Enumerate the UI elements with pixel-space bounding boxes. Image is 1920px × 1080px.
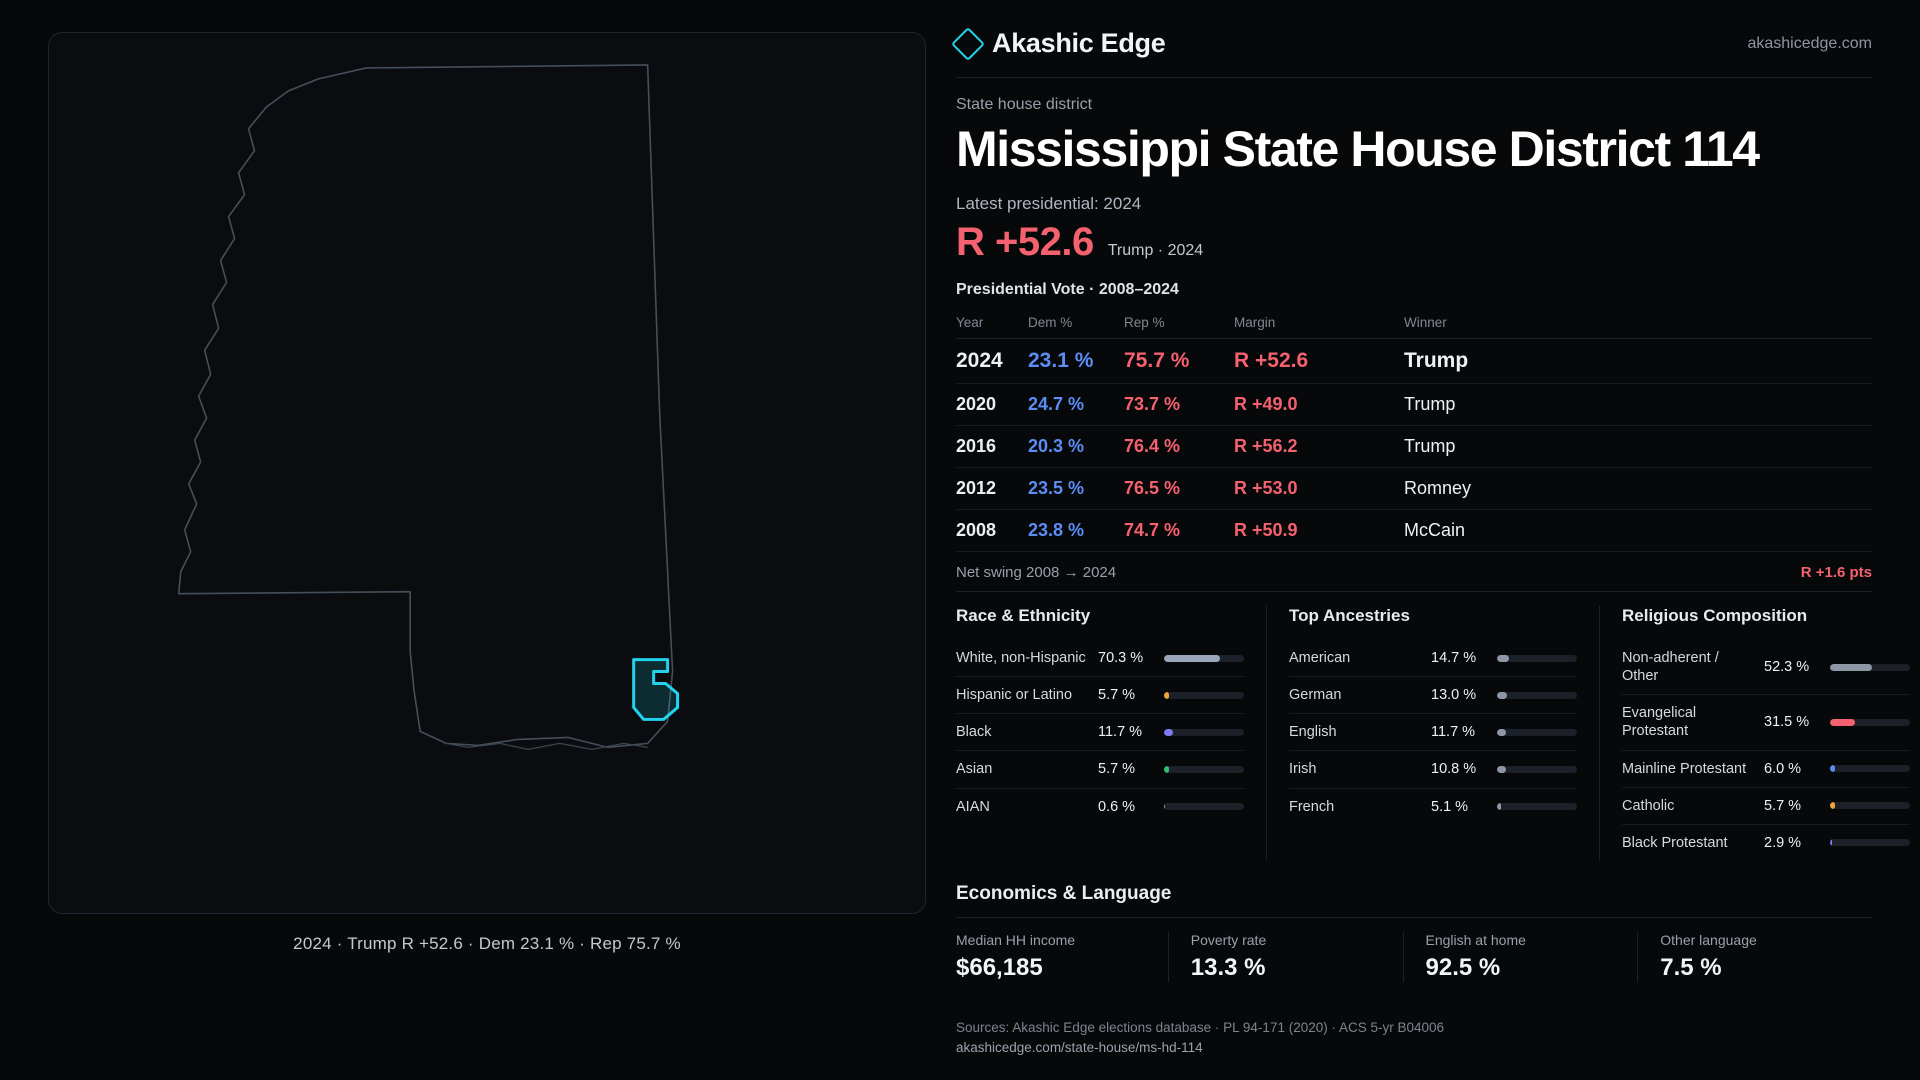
list-item — [1622, 751, 1910, 788]
religion-bar — [1830, 802, 1910, 809]
cell-dem: 23.5 % — [1028, 468, 1124, 510]
col-dem: Dem % — [1028, 309, 1124, 339]
mississippi-map — [49, 33, 925, 913]
econ-cell — [1403, 932, 1638, 982]
page-title: Mississippi State House District 114 — [956, 121, 1759, 177]
col-margin: Margin — [1234, 309, 1404, 339]
cell-rep: 76.5 % — [1124, 468, 1234, 510]
ancestries-column — [1266, 606, 1599, 861]
religion-title: Religious Composition — [1622, 606, 1808, 625]
cell-year: 2008 — [956, 510, 1028, 552]
race-pct: 0.6 % — [1098, 798, 1136, 815]
econ-cell — [1637, 932, 1872, 982]
brand-name: Akashic Edge — [992, 28, 1166, 58]
cell-rep: 74.7 % — [1124, 510, 1234, 552]
cell-rep: 76.4 % — [1124, 426, 1234, 468]
econ-label: Poverty rate — [1190, 931, 1267, 948]
race-bar — [1164, 729, 1244, 736]
highlighted-district[interactable] — [634, 660, 678, 720]
econ-label: Median HH income — [956, 931, 1076, 948]
table-row — [956, 339, 1872, 384]
headline-margin — [956, 220, 1872, 265]
ancestry-label: American — [1289, 650, 1351, 666]
race-label: Hispanic or Latino — [956, 687, 1073, 704]
race-bar — [1164, 655, 1244, 662]
race-pct: 5.7 % — [1098, 687, 1136, 704]
demographics-columns — [956, 606, 1872, 861]
cell-dem: 24.7 % — [1028, 384, 1124, 426]
list-item — [1289, 789, 1577, 825]
ancestry-pct: 14.7 % — [1431, 650, 1477, 667]
district-eyebrow: State house district — [956, 96, 1093, 113]
econ-cell — [956, 932, 1168, 982]
net-swing-label: Net swing 2008 → 2024 — [956, 564, 1117, 581]
religion-pct: 2.9 % — [1764, 834, 1802, 851]
table-header-row — [956, 309, 1872, 339]
col-winner: Winner — [1404, 309, 1872, 339]
sources-url[interactable]: akashicedge.com/state-house/ms-hd-114 — [956, 1039, 1203, 1055]
cell-winner: Trump — [1404, 426, 1872, 468]
sources-block — [956, 1018, 1444, 1059]
ancestry-bar — [1497, 729, 1577, 736]
state-outline — [179, 65, 673, 747]
list-item — [1622, 825, 1910, 861]
religion-column — [1599, 606, 1920, 861]
brand-url: akashicedge.com — [1747, 34, 1872, 52]
ancestry-label: French — [1289, 798, 1335, 815]
table-row — [956, 468, 1872, 510]
religion-bar — [1830, 765, 1910, 772]
results-section-title: Presidential Vote · 2008–2024 — [956, 281, 1179, 298]
list-item — [956, 640, 1244, 677]
econ-value: 7.5 % — [1660, 953, 1722, 981]
list-item — [956, 677, 1244, 714]
list-item — [1622, 788, 1910, 825]
religion-label: Non-adherent / Other — [1622, 650, 1719, 685]
cell-year: 2016 — [956, 426, 1028, 468]
list-item — [956, 789, 1244, 825]
net-swing-row — [956, 564, 1872, 592]
race-label: Asian — [956, 761, 993, 778]
cell-margin: R +53.0 — [1234, 468, 1404, 510]
list-item — [1289, 751, 1577, 788]
cell-dem: 23.8 % — [1028, 510, 1124, 552]
econ-value: $66,185 — [956, 953, 1043, 981]
list-item — [956, 751, 1244, 788]
econ-value: 92.5 % — [1425, 953, 1501, 981]
ancestry-bar — [1497, 655, 1577, 662]
list-item — [1622, 640, 1910, 695]
table-row — [956, 384, 1872, 426]
headline-margin-value: R +52.6 — [956, 220, 1094, 264]
presidential-results-table — [956, 309, 1872, 552]
race-ethnicity-column — [956, 606, 1266, 861]
race-pct: 70.3 % — [1098, 650, 1144, 667]
col-rep: Rep % — [1124, 309, 1234, 339]
cell-margin: R +50.9 — [1234, 510, 1404, 552]
net-swing-value: R +1.6 pts — [1800, 564, 1872, 581]
ancestry-bar — [1497, 692, 1577, 699]
religion-label: Evangelical Protestant — [1622, 705, 1697, 740]
list-item — [1622, 695, 1910, 750]
cell-rep: 73.7 % — [1124, 384, 1234, 426]
col-year: Year — [956, 309, 1028, 339]
ancestry-pct: 11.7 % — [1431, 724, 1476, 741]
map-caption: 2024 · Trump R +52.6 · Dem 23.1 % · Rep 75.7 % — [293, 934, 681, 953]
diamond-icon — [951, 27, 985, 61]
religion-label: Catholic — [1622, 797, 1675, 814]
cell-winner: Trump — [1404, 339, 1872, 384]
ancestry-label: German — [1289, 687, 1342, 704]
ancestry-pct: 13.0 % — [1431, 687, 1477, 704]
latest-presidential-label: Latest presidential: 2024 — [956, 194, 1142, 213]
list-item — [956, 714, 1244, 751]
race-title: Race & Ethnicity — [956, 606, 1091, 625]
race-bar — [1164, 803, 1244, 810]
ancestry-label: Irish — [1289, 761, 1317, 778]
cell-winner: Trump — [1404, 384, 1872, 426]
econ-label: English at home — [1425, 931, 1526, 948]
race-label: Black — [956, 724, 992, 741]
cell-year: 2024 — [956, 339, 1028, 384]
map-frame[interactable] — [48, 32, 926, 914]
sources-line: Sources: Akashic Edge elections database · PL 94-171 (2020) · ACS 5-yr B04006 — [956, 1019, 1445, 1035]
race-pct: 11.7 % — [1098, 724, 1143, 741]
cell-winner: Romney — [1404, 468, 1872, 510]
race-bar — [1164, 766, 1244, 773]
economics-title: Economics & Language — [956, 882, 1172, 904]
ancestry-bar — [1497, 803, 1577, 810]
cell-year: 2012 — [956, 468, 1028, 510]
religion-label: Black Protestant — [1622, 834, 1728, 851]
race-label: AIAN — [956, 798, 990, 815]
ancestry-bar — [1497, 766, 1577, 773]
list-item — [1289, 677, 1577, 714]
race-label: White, non-Hispanic — [956, 650, 1086, 666]
table-row — [956, 426, 1872, 468]
econ-cell — [1168, 932, 1403, 982]
cell-dem: 23.1 % — [1028, 339, 1124, 384]
religion-bar — [1830, 719, 1910, 726]
ancestry-label: English — [1289, 724, 1337, 741]
brand-bar — [956, 28, 1872, 78]
religion-pct: 5.7 % — [1764, 797, 1802, 814]
cell-margin: R +52.6 — [1234, 339, 1404, 384]
list-item — [1289, 640, 1577, 677]
econ-label: Other language — [1660, 931, 1757, 948]
race-bar — [1164, 692, 1244, 699]
list-item — [1289, 714, 1577, 751]
cell-rep: 75.7 % — [1124, 339, 1234, 384]
religion-bar — [1830, 664, 1910, 671]
info-panel — [940, 0, 1920, 1080]
econ-value: 13.3 % — [1190, 953, 1266, 981]
table-row — [956, 510, 1872, 552]
brand-left — [956, 28, 1165, 59]
ancestry-pct: 10.8 % — [1431, 761, 1477, 778]
cell-margin: R +49.0 — [1234, 384, 1404, 426]
economics-grid — [956, 917, 1872, 982]
cell-margin: R +56.2 — [1234, 426, 1404, 468]
headline-margin-sub: Trump · 2024 — [1107, 242, 1204, 259]
map-panel — [0, 0, 940, 1080]
race-pct: 5.7 % — [1098, 761, 1136, 778]
cell-winner: McCain — [1404, 510, 1872, 552]
religion-bar — [1830, 839, 1910, 846]
religion-pct: 31.5 % — [1764, 714, 1810, 731]
religion-label: Mainline Protestant — [1622, 760, 1747, 777]
religion-pct: 6.0 % — [1764, 760, 1802, 777]
cell-dem: 20.3 % — [1028, 426, 1124, 468]
cell-year: 2020 — [956, 384, 1028, 426]
ancestry-pct: 5.1 % — [1431, 798, 1469, 815]
ancestry-title: Top Ancestries — [1289, 606, 1410, 625]
religion-pct: 52.3 % — [1764, 659, 1810, 676]
